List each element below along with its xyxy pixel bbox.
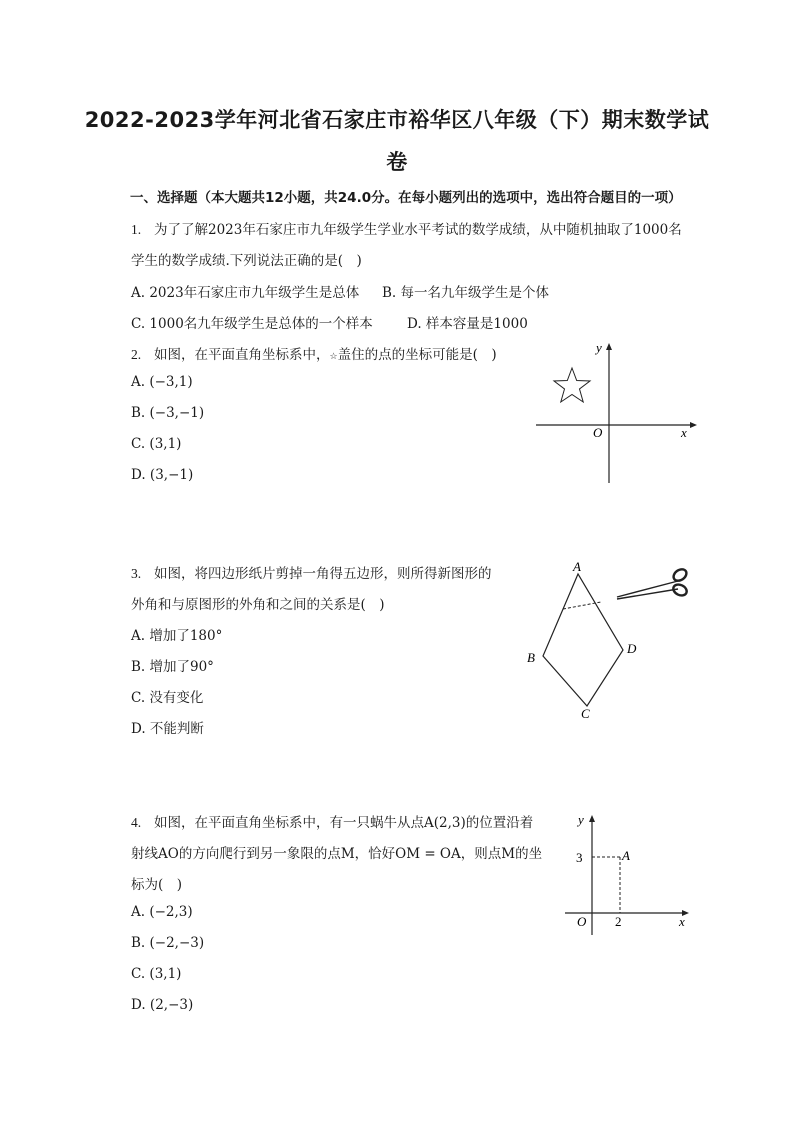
q4-origin-label: O: [577, 914, 587, 929]
star-shape-icon: [554, 368, 590, 402]
q4-y-label: y: [578, 812, 584, 827]
q2-option-b[interactable]: B. (−3,−1): [131, 405, 205, 421]
q3-line2: 外角和与原图形的外角和之间的关系是( ): [131, 597, 385, 613]
q4-option-b[interactable]: B. (−2,−3): [131, 935, 205, 951]
vertex-a-label: A: [573, 559, 581, 574]
vertex-d-label: D: [627, 641, 637, 656]
q3-option-d[interactable]: D. 不能判断: [131, 721, 204, 737]
q4-tick-y-label: 3: [576, 850, 583, 865]
star-icon: ☆: [329, 352, 338, 362]
q2-origin-label: O: [593, 425, 603, 440]
q4-line3: 标为( ): [131, 877, 183, 893]
q1-option-d[interactable]: D. 样本容量是1000: [407, 316, 528, 332]
q4-stem: 如图，在平面直角坐标系中，有一只蜗牛从点A(2,3)的位置沿着: [154, 815, 534, 831]
q3-option-c[interactable]: C. 没有变化: [131, 690, 204, 706]
q1-stem: 为了了解2023年石家庄市九年级学生学业水平考试的数学成绩，从中随机抽取了1000名: [154, 222, 682, 238]
q2-x-label: x: [681, 425, 687, 440]
section-header: 一、选择题（本大题共12小题，共24.0分。在每小题列出的选项中，选出符合题目的一项）: [130, 190, 682, 206]
q1-option-b[interactable]: B. 每一名九年级学生是个体: [382, 285, 550, 301]
q1-option-c[interactable]: C. 1000名九年级学生是总体的一个样本: [131, 316, 373, 332]
q4-coordinate-figure: [560, 808, 695, 938]
q2-stem: [131, 343, 497, 363]
q3-quadrilateral-figure: [520, 555, 700, 725]
cut-line: [563, 602, 601, 609]
scissors-icon: [617, 567, 689, 599]
q2-option-d[interactable]: D. (3,−1): [131, 467, 194, 483]
q2-number: 2.: [131, 347, 142, 362]
exam-title-line2: 卷: [386, 150, 408, 174]
q1-line1: [131, 218, 682, 238]
q2-option-a[interactable]: A. (−3,1): [131, 374, 193, 390]
quadrilateral-abcd: [543, 574, 623, 706]
q4-line1: [131, 811, 533, 831]
exam-title-line1: 2022-2023学年河北省石家庄市裕华区八年级（下）期末数学试: [84, 108, 710, 132]
q2-coordinate-figure: [530, 338, 700, 488]
q4-y-arrow-icon: [589, 815, 595, 822]
q4-x-label: x: [679, 914, 685, 929]
q3-line1: [131, 562, 492, 582]
q4-option-a[interactable]: A. (−2,3): [131, 904, 193, 920]
q2-text-before: 如图，在平面直角坐标系中，: [154, 347, 330, 363]
q1-number: 1.: [131, 222, 142, 237]
q1-line2: 学生的数学成绩.下列说法正确的是( ): [131, 253, 362, 269]
q4-line2: 射线AO的方向爬行到另一象限的点M，恰好OM = OA，则点M的坐: [131, 846, 543, 862]
q1-option-a[interactable]: A. 2023年石家庄市九年级学生是总体: [131, 285, 360, 301]
q2-option-c[interactable]: C. (3,1): [131, 436, 182, 452]
q4-number: 4.: [131, 815, 142, 830]
q4-option-c[interactable]: C. (3,1): [131, 966, 182, 982]
vertex-c-label: C: [581, 706, 590, 721]
q3-option-b[interactable]: B. 增加了90°: [131, 659, 214, 675]
q2-text-after: 盖住的点的坐标可能是( ): [337, 347, 497, 363]
q2-y-arrow-icon: [606, 343, 612, 350]
q3-stem: 如图，将四边形纸片剪掉一角得五边形，则所得新图形的: [154, 566, 492, 582]
q4-tick-x-label: 2: [615, 914, 622, 929]
q3-option-a[interactable]: A. 增加了180°: [131, 628, 223, 644]
q4-point-a-label: A: [622, 848, 630, 863]
q2-y-label: y: [596, 340, 602, 355]
q2-x-arrow-icon: [690, 422, 697, 428]
vertex-b-label: B: [527, 650, 535, 665]
q4-option-d[interactable]: D. (2,−3): [131, 997, 194, 1013]
q3-number: 3.: [131, 566, 142, 581]
